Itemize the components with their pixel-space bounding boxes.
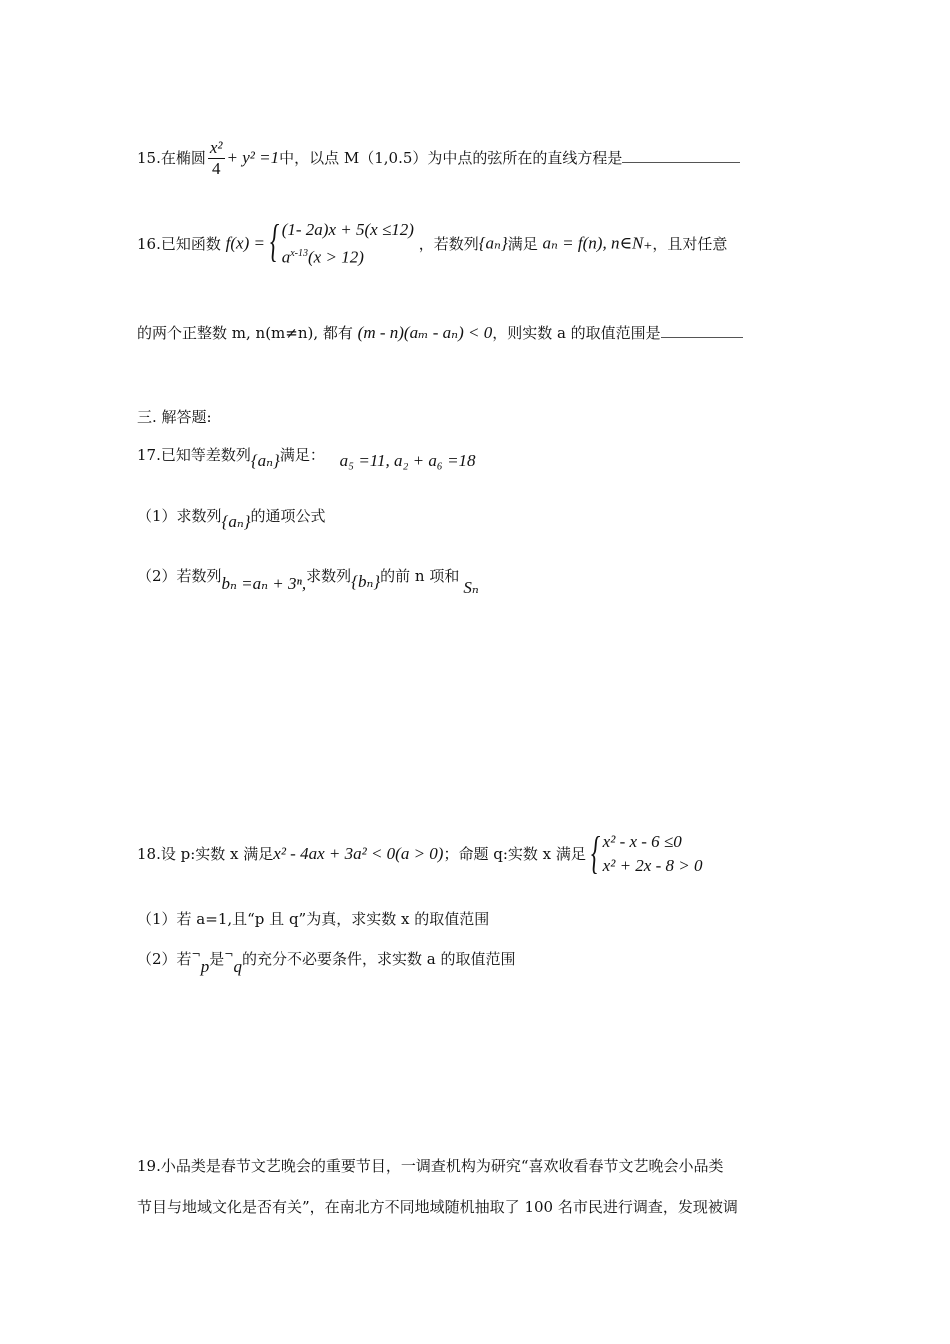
bn-formula: bₙ =aₙ + 3ⁿ,: [221, 574, 307, 593]
ellipse-equation-rest: + y² =1: [226, 147, 280, 167]
piecewise-case-1: (1- 2a)x + 5(x ≤12): [281, 220, 414, 239]
answer-blank-15: [622, 162, 740, 163]
q17-p2-suffix: 的前 n 项和: [380, 567, 460, 585]
q17-prefix: 17.已知等差数列: [137, 446, 251, 464]
q17-part-1: [137, 507, 326, 532]
question-19-line-1: [137, 1157, 724, 1175]
q16-line2-suffix: ，则实数 a 的取值范围是: [492, 324, 661, 342]
fraction-numerator: x²: [208, 138, 225, 159]
q19-text-1: 19.小品类是春节文艺晚会的重要节目，一调查机构为研究“喜欢收看春节文艺晚会小品类: [137, 1157, 724, 1175]
q18-p2-suffix: 的充分不必要条件，求实数 a 的取值范围: [242, 950, 516, 968]
q17-part-2: [137, 567, 479, 598]
q17-p2-prefix: （2）若数列: [137, 567, 222, 585]
q16-prefix: 16.已知函数: [137, 234, 221, 253]
q18-mid: ；命题 q:实数 x 满足: [443, 845, 586, 863]
question-15: [137, 138, 740, 180]
neg-q: q: [233, 957, 242, 976]
q-system: [590, 827, 703, 878]
q17-p1-prefix: （1）求数列: [137, 507, 222, 525]
q18-prefix: 18.设 p:实数 x 满足: [137, 845, 274, 863]
sequence-an: {aₙ}: [250, 451, 280, 470]
negation-icon: ¬: [191, 948, 201, 961]
q18-part-2: [137, 948, 515, 977]
piecewise-function: [269, 215, 414, 270]
ellipse-fraction: [208, 138, 225, 180]
case2-condition: (x > 12): [308, 247, 364, 267]
q16-mid2: 满足: [507, 234, 538, 253]
left-brace: {: [590, 827, 600, 878]
answer-blank-16: [661, 337, 743, 338]
case2-exponent: x-13: [290, 248, 309, 259]
question-18: [137, 827, 703, 878]
sequence-bn: {bₙ}: [351, 572, 381, 591]
monotonic-inequality: (m - n)(aₘ - aₙ) < 0: [357, 323, 493, 342]
q19-text-2: 节目与地域文化是否有关”，在南北方不同地域随机抽取了 100 名市民进行调查，发现被调: [137, 1198, 738, 1216]
question-16: [137, 215, 728, 270]
negation-icon: ¬: [224, 948, 234, 961]
section-heading: [137, 408, 212, 426]
q17-condition: a₅ =11, a₂ + a₆ =18: [339, 451, 476, 470]
sequence-an: {aₙ}: [221, 512, 251, 531]
case2-base: a: [281, 247, 291, 267]
question-19-line-2: [137, 1198, 738, 1216]
q16-mid3: ，且对任意: [652, 234, 728, 253]
q17-p1-suffix: 的通项公式: [250, 507, 326, 525]
question-17: [137, 446, 476, 471]
sequence-an: {aₙ}: [478, 233, 508, 253]
q15-prefix: 15.在椭圆: [137, 148, 206, 167]
q18-p2-mid: 是: [209, 950, 225, 968]
q16-mid1: ，若数列: [418, 234, 479, 253]
q17-mid: 满足：: [279, 446, 325, 464]
q-system-row-1: x² - x - 6 ≤0: [602, 832, 682, 851]
fraction-denominator: 4: [211, 159, 221, 179]
p-inequality: x² - 4ax + 3a² < 0(a > 0): [273, 843, 444, 863]
question-16-line-2: [137, 323, 743, 343]
q18-p1-text: （1）若 a=1,且“p 且 q”为真，求实数 x 的取值范围: [137, 910, 490, 928]
sum-sn: Sₙ: [463, 578, 479, 597]
q18-p2-prefix: （2）若: [137, 950, 192, 968]
q17-p2-mid: 求数列: [306, 567, 352, 585]
section-title: 三. 解答题:: [137, 408, 212, 426]
q16-line2-prefix: 的两个正整数 m, n(m≠n), 都有: [137, 324, 353, 342]
piecewise-case-2: [282, 242, 414, 270]
function-label: f(x) =: [225, 233, 265, 253]
q15-text: 中，以点 M（1,0.5）为中点的弦所在的直线方程是: [279, 148, 623, 167]
q18-part-1: [137, 910, 489, 928]
neg-p: p: [200, 957, 210, 976]
q-system-row-2: x² + 2x - 8 > 0: [602, 856, 703, 875]
left-brace: {: [269, 215, 279, 266]
sequence-condition: aₙ = f(n), n∈N₊: [542, 233, 653, 253]
